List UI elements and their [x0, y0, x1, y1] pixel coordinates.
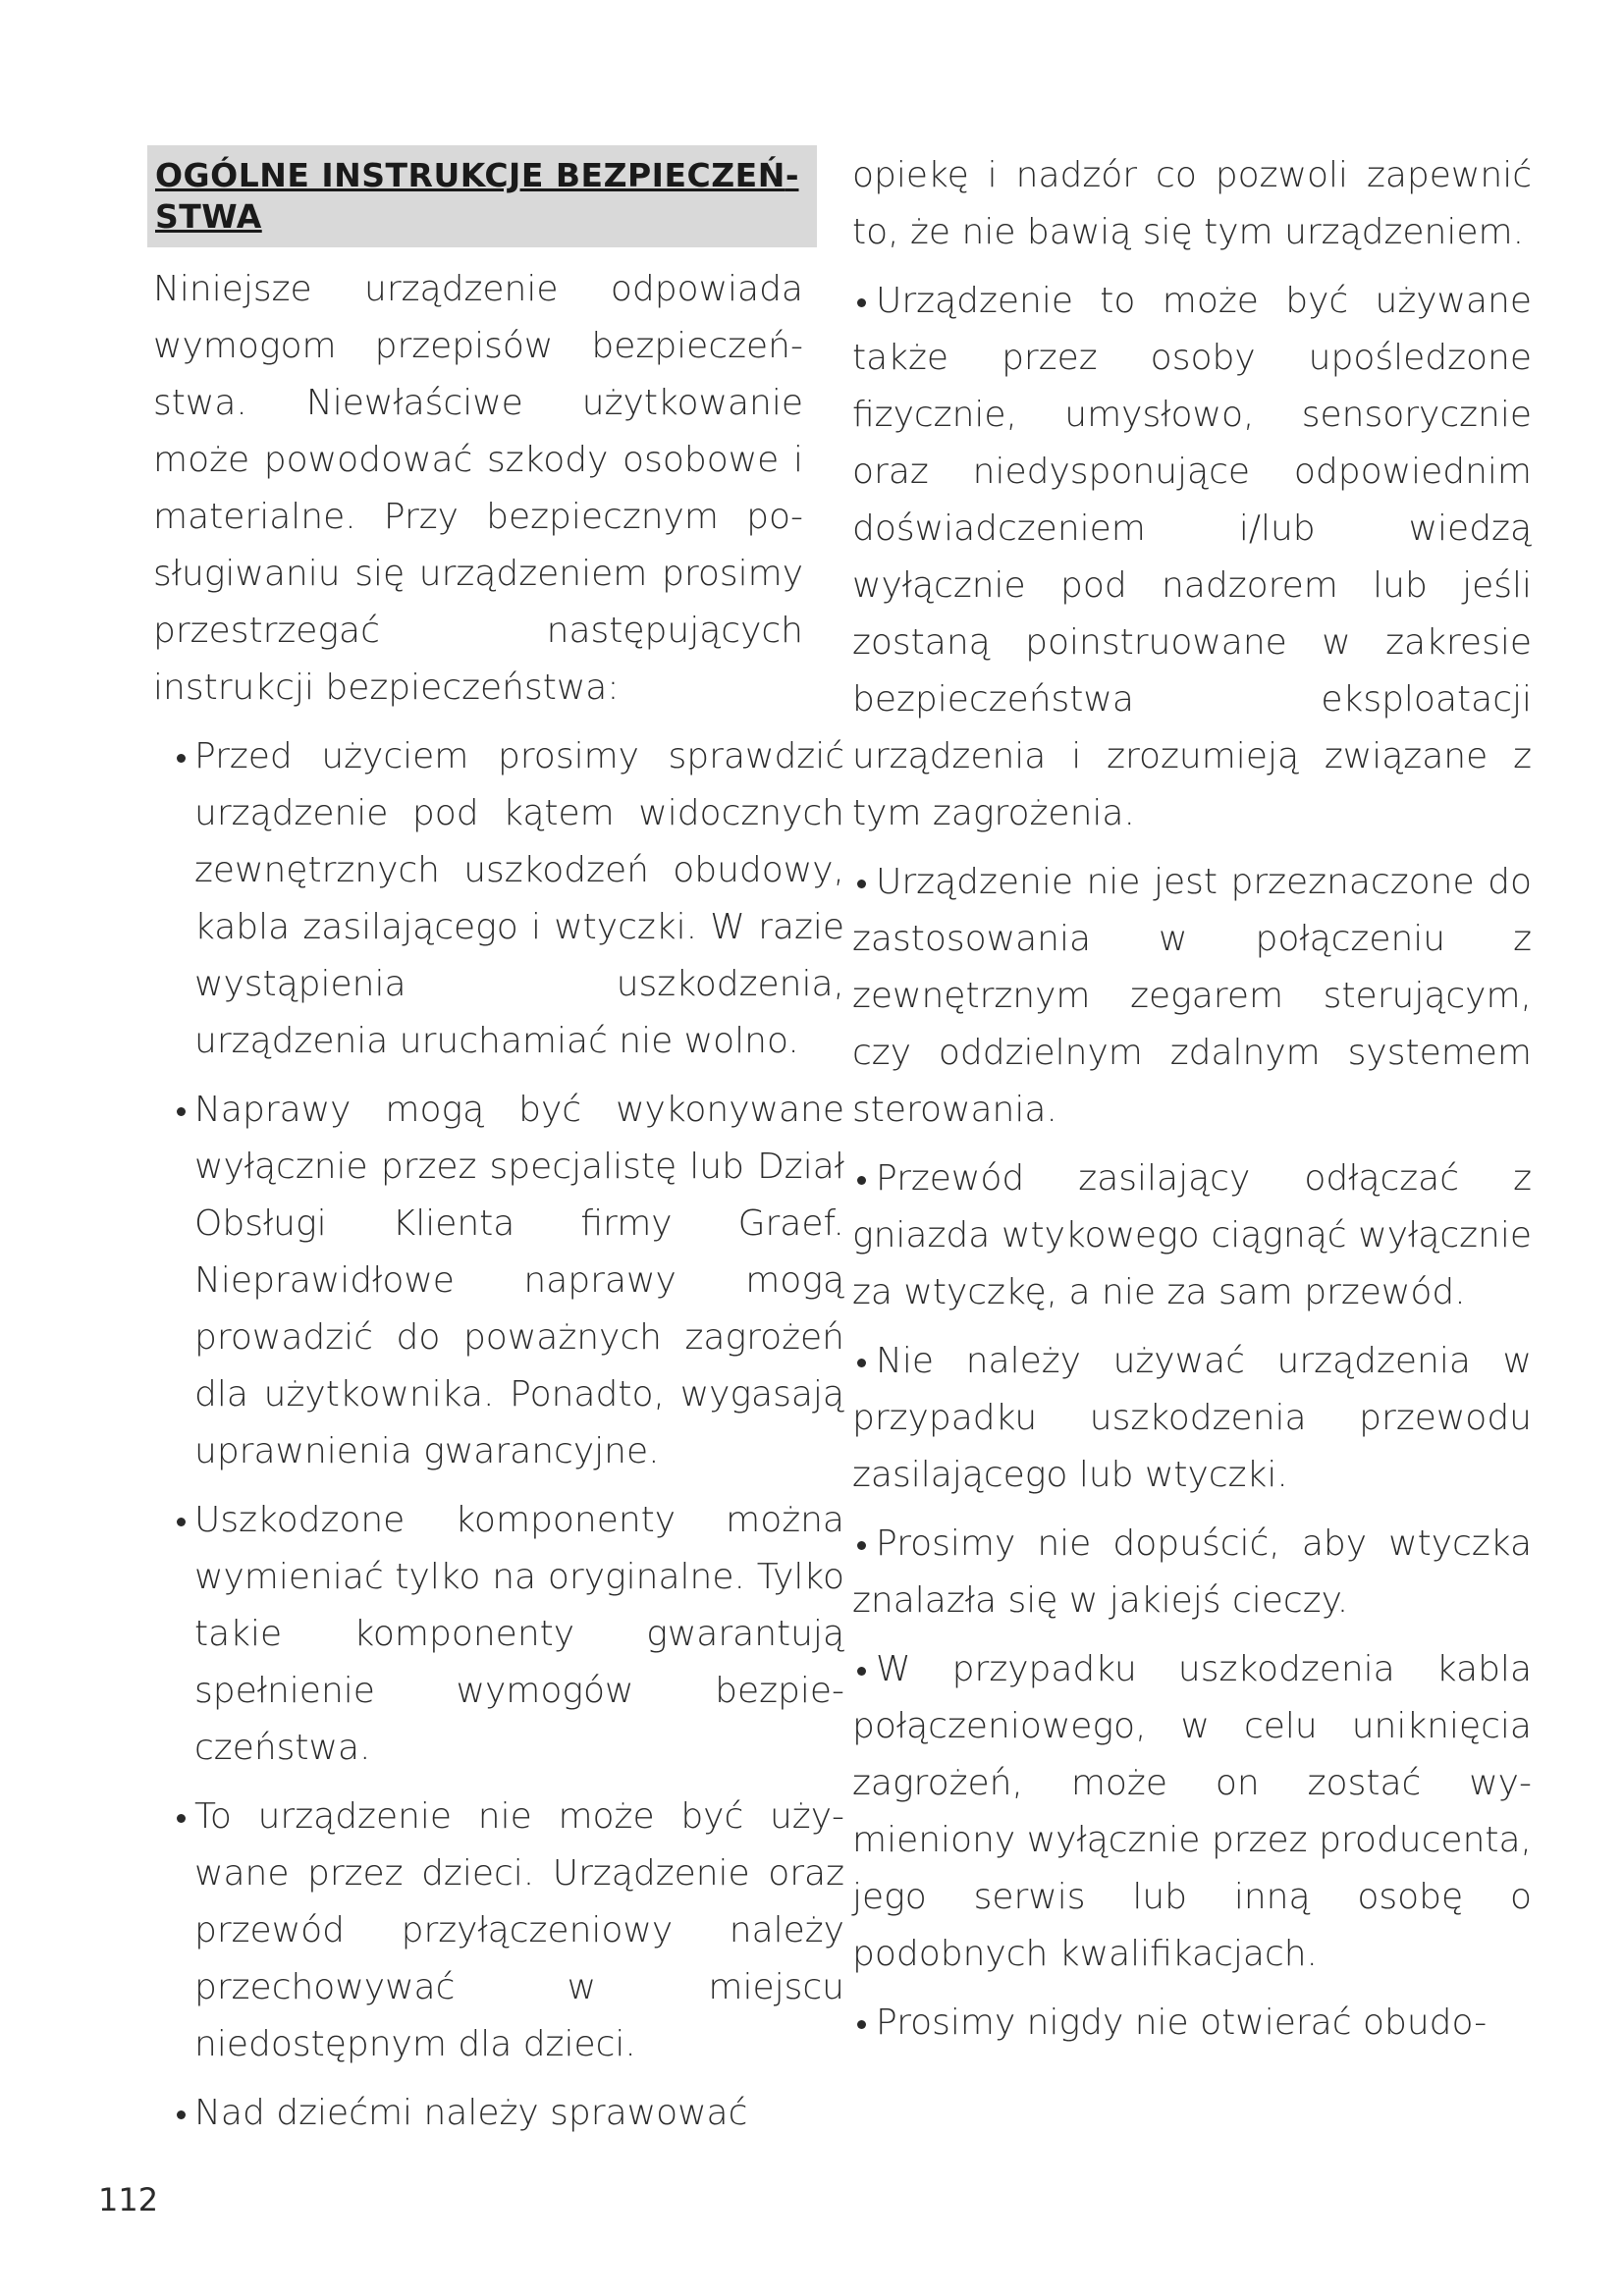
list-item	[147, 1082, 844, 1480]
list-item	[852, 854, 1532, 1139]
bullet-icon	[857, 1541, 866, 1550]
list-item-text: Uszkodzone komponenty można wymieniać tylko na oryginalne. Tylko takie komponenty gwarantują spełnienie wymogów bezpieczeństwa.	[194, 1500, 844, 1768]
list-item	[852, 1995, 1532, 2052]
list-item-text: Nad dziećmi należy sprawować	[194, 2093, 748, 2133]
bullet-icon	[857, 1667, 866, 1676]
bullet-icon	[857, 298, 866, 307]
right-bullet-list	[852, 273, 1532, 2052]
intro-paragraph: Niniejsze urządzenie odpowiada wymogom przepisów bezpieczeństwa. Niewłaściwe użytkowanie może powodować szkody osobowe i materialne. Przy bezpiecznym posługiwaniu się urządzeniem prosimy przestrzegać następujących instrukcji bezpieczeństwa:	[153, 269, 803, 708]
bullet-icon	[857, 1359, 866, 1367]
bullet-icon	[177, 1518, 186, 1526]
page-number: 112	[98, 2181, 159, 2218]
bullet-icon	[857, 2020, 866, 2029]
bullet-icon	[857, 880, 866, 888]
continued-text: opiekę i nadzór co pozwoli zapewnić to, że nie bawią się tym urządzeniem.	[852, 155, 1532, 252]
list-item-text: Prosimy nigdy nie otwierać obudo-	[876, 2002, 1488, 2043]
list-item	[852, 1641, 1532, 1983]
list-item	[147, 2085, 844, 2142]
list-item	[147, 1492, 844, 1777]
bullet-icon	[177, 1814, 186, 1823]
left-bullet-list	[147, 728, 844, 2142]
bullet-icon	[177, 2110, 186, 2119]
left-column	[147, 145, 844, 2154]
list-item-text: Naprawy mogą być wykonywane wyłącznie przez specjalistę lub Dział Obsługi Klienta firmy Graef. Nieprawidłowe naprawy mogą prowadzić do poważnych zagrożeń dla użytkownika. Ponadto, wygasają uprawnienia gwarancyjne.	[194, 1090, 844, 1471]
list-item-text: Przewód zasilający odłączać z gniazda wtykowego ciągnąć wyłącznie za wtyczkę, a nie za sam przewód.	[852, 1158, 1532, 1312]
bullet-icon	[177, 754, 186, 763]
list-item-text: Urządzenie nie jest przeznaczone do zastosowania w połączeniu z zewnętrznym zegarem sterującym, czy oddzielnym zdalnym systemem sterowania.	[852, 862, 1532, 1130]
list-item-text: Prosimy nie dopuścić, aby wtyczka znalazła się w jakiejś cieczy.	[852, 1523, 1532, 1621]
list-item	[147, 728, 844, 1070]
list-item-text: Przed użyciem prosimy sprawdzić urządzenie pod kątem widocznych zewnętrznych uszkodzeń obudowy, kabla zasilającego i wtyczki. W razie wystąpienia uszkodzenia, urządzenia uruchamiać nie wolno.	[194, 736, 844, 1061]
list-item-text: Urządzenie to może być używane także przez osoby upośledzone fizycznie, umysłowo, sensorycznie oraz niedysponujące odpowiednim doświadczeniem i/lub wiedzą wyłącznie pod nadzorem lub jeśli zostaną poinstruowane w zakresie bezpieczeństwa eksploatacji urządzenia i zrozumieją związane z tym zagrożenia.	[852, 281, 1532, 833]
list-item	[852, 273, 1532, 842]
list-item	[852, 1516, 1532, 1629]
list-item-text: Nie należy używać urządzenia w przypadku uszkodzenia przewodu zasilającego lub wtyczki.	[852, 1341, 1532, 1495]
list-item	[852, 1150, 1532, 1321]
list-item	[852, 1333, 1532, 1504]
bullet-icon	[177, 1107, 186, 1116]
list-item	[147, 1789, 844, 2073]
list-item-text: W przypadku uszkodzenia kabla połączeniowego, w celu uniknięcia zagrożeń, może on zostać wymieniony wyłącznie przez producenta, jego serwis lub inną osobę o podobnych kwalifikacjach.	[852, 1649, 1532, 1974]
bullet-icon	[857, 1176, 866, 1185]
section-heading: OGÓLNE INSTRUKCJE BEZPIECZEŃSTWA	[147, 145, 817, 247]
right-column	[852, 147, 1532, 2063]
list-item-text: To urządzenie nie może być używane przez dzieci. Urządzenie oraz przewód przyłączeniowy należy przechowywać w miejscu niedostępnym dla dzieci.	[194, 1796, 844, 2064]
